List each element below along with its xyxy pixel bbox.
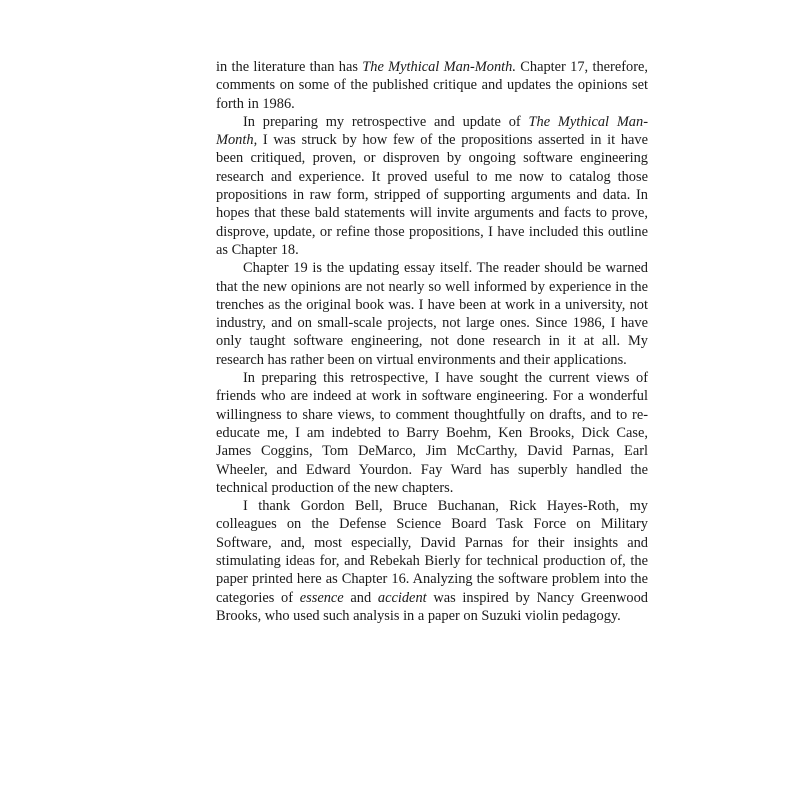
emphasis-accident: accident bbox=[377, 589, 427, 606]
paragraph-4 bbox=[216, 369, 648, 497]
paragraph-1 bbox=[216, 58, 648, 113]
emphasis-essence: essence bbox=[299, 589, 344, 606]
text-run: Chapter 17, therefore, comments on some of the published critique and updates the opinions set forth in 1986. bbox=[216, 59, 648, 112]
book-title: The Mythical Man-Month, bbox=[216, 113, 648, 149]
text-run: and bbox=[343, 589, 378, 606]
book-title: The Mythical Man-Month. bbox=[362, 59, 516, 75]
text-run: In preparing my retrospective and update of bbox=[243, 113, 529, 130]
text-run: was inspired by Nancy Greenwood Brooks, who used such analysis in a paper on Suzuki violin pedagogy. bbox=[216, 589, 648, 624]
paragraph-5 bbox=[216, 497, 648, 625]
paragraph-3 bbox=[216, 259, 648, 369]
paragraph-2 bbox=[216, 113, 648, 259]
text-run: in the literature than has bbox=[216, 59, 363, 75]
text-run: Chapter 19 is the updating essay itself. The reader should be warned that the new opinions are not nearly so well informed by experience in the trenches as the original book was. I have been at work in a university, not industry, and on small-scale projects, not large ones. Since 1986, I have only taught software engineering, not done research in it at all. My research has rather been on virtual environments and their applications. bbox=[216, 260, 648, 368]
text-run: I was struck by how few of the propositions asserted in it have been critiqued, proven, or disproven by ongoing software engineering research and experience. It proved useful to me now to catalog those propositions in raw form, stripped of supporting arguments and data. In hopes that these bald statements will invite arguments and facts to prove, disprove, update, or refine those propositions, I have included this outline as Chapter 18. bbox=[216, 132, 648, 258]
text-run: I thank Gordon Bell, Bruce Buchanan, Rick Hayes-Roth, my colleagues on the Defense Science Board Task Force on Military Software, and, most especially, David Parnas for their insights and stimulating ideas for, and Rebekah Bierly for technical production of, the paper printed here as Chapter 16. Analyzing the software problem into the categories of bbox=[216, 498, 648, 606]
text-run: In preparing this retrospective, I have sought the current views of friends who are indeed at work in software engineering. For a wonderful willingness to share views, to comment thoughtfully on drafts, and to re-educate me, I am indebted to Barry Boehm, Ken Brooks, Dick Case, James Coggins, Tom DeMarco, Jim McCarthy, David Parnas, Earl Wheeler, and Edward Yourdon. Fay Ward has superbly handled the technical production of the new chapters. bbox=[216, 370, 648, 496]
page-body bbox=[216, 58, 648, 625]
